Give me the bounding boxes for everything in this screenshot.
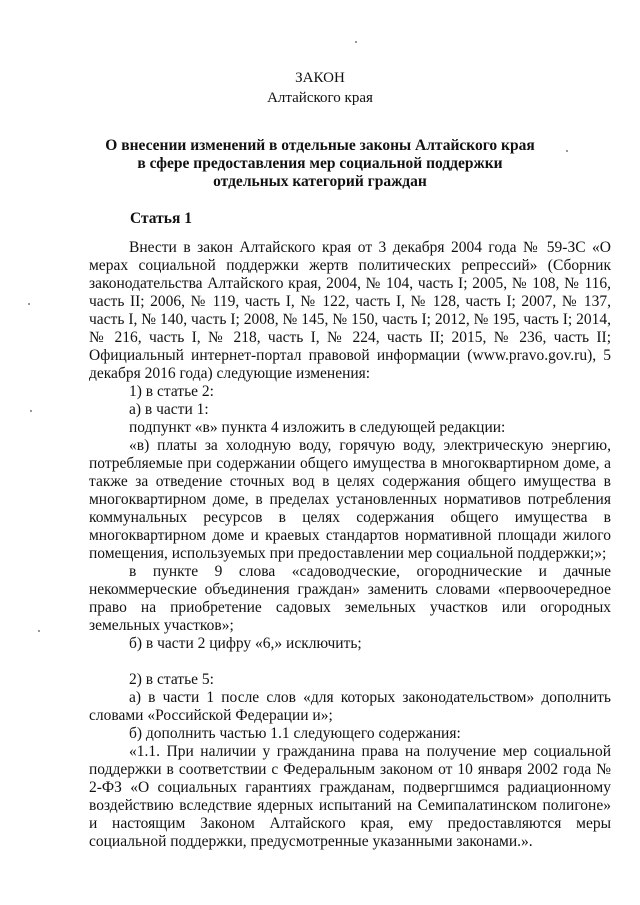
article-heading: Статья 1 (130, 210, 192, 227)
paragraph-item-1: 1) в статье 2: (129, 383, 214, 400)
law-title-line-3: отдельных категорий граждан (213, 173, 427, 190)
paragraph-gap (89, 653, 611, 671)
law-label: ЗАКОН (295, 70, 345, 86)
paragraph-subitem-v: подпункт «в» пункта 4 изложить в следующей редакции: (129, 419, 506, 436)
document-body (89, 239, 611, 851)
scan-speck (355, 41, 357, 43)
paragraph-item-2b: б) дополнить частью 1.1 следующего содержания: (129, 725, 461, 742)
law-title-line-2: в сфере предоставления мер социальной поддержки (137, 155, 503, 172)
scan-speck (30, 410, 32, 412)
region-label: Алтайского края (267, 90, 373, 106)
paragraph-point-9: в пункте 9 слова «садоводческие, огороднические и дачные некоммерческие объединения граждан» заменить словами «первоочередное право на приобретение садовых земельных участков или огородных земельных участков»; (89, 563, 611, 634)
paragraph-intro: Внести в закон Алтайского края от 3 декабря 2004 года № 59-ЗС «О мерах социальной поддержки жертв политических репрессий» (Сборник законодательства Алтайского края, 2004, № 104, часть I; 2005, № 108, № 116, часть II; 2006, № 119, часть I, № 122, часть I, № 128, часть I; 2007, № 137, часть I, № 140, часть I; 2008, № 145, № 150, часть I; 2012, № 195, часть I; 2014, № 216, часть I, № 218, часть I, № 224, часть II; 2015, № 236, часть II; Официальный интернет-портал правовой информации (www.pravo.gov.ru), 5 декабря 2016 года) следующие изменения: (89, 239, 611, 382)
law-title (0, 137, 640, 191)
paragraph-new-wording: «в) платы за холодную воду, горячую воду, электрическую энергию, потребляемые при содержании общего имущества в многоквартирном доме, а также за отведение сточных вод в целях содержания общего имущества в многоквартирном доме, в пределах установленных нормативов потребления коммунальных ресурсов в целях содержания общего имущества в многоквартирном доме и краевых стандартов нормативной площади жилого помещения, используемых при предоставлении мер социальной поддержки;»; (89, 437, 611, 562)
paragraph-item-1a: а) в части 1: (129, 401, 209, 418)
paragraph-item-1b: б) в части 2 цифру «6,» исключить; (129, 635, 362, 652)
scan-speck (28, 303, 30, 305)
scan-speck (566, 150, 568, 152)
scan-speck (38, 630, 40, 632)
paragraph-part-1-1: «1.1. При наличии у гражданина права на получение мер социальной поддержки в соответствии с Федеральным законом от 10 января 2002 года № 2-ФЗ «О социальных гарантиях гражданам, подвергшимся радиационному воздействию вследствие ядерных испытаний на Семипалатинском полигоне» и настоящим Законом Алтайского края, ему предоставляются меры социальной поддержки, предусмотренные указанными законами.». (89, 743, 611, 850)
paragraph-item-2: 2) в статье 5: (129, 671, 214, 688)
law-title-line-1: О внесении изменений в отдельные законы Алтайского края (105, 137, 535, 154)
paragraph-item-2a: а) в части 1 после слов «для которых законодательством» дополнить словами «Российской Федерации и»; (89, 689, 611, 724)
